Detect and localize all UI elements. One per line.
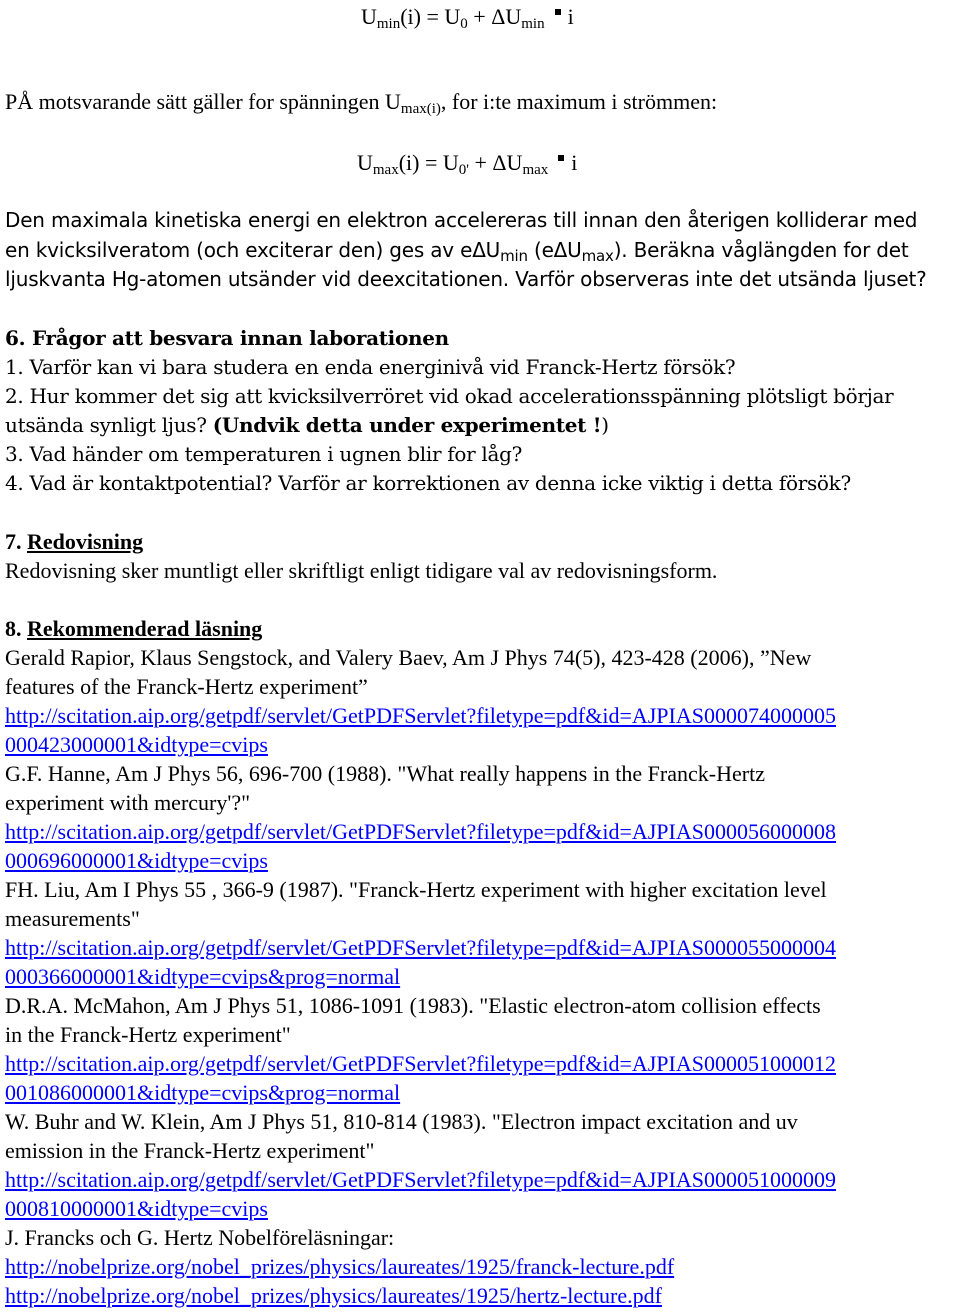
reference-3-line-2: measurements" bbox=[5, 906, 140, 931]
reference-1-line-1: Gerald Rapior, Klaus Sengstock, and Valery Baev, Am J Phys 74(5), 423-428 (2006), ”New bbox=[5, 645, 812, 670]
reference-5-link[interactable]: http://scitation.aip.org/getpdf/servlet/GetPDFServlet?filetype=pdf&id=AJPIAS000051000009 bbox=[5, 1167, 836, 1192]
question-4: 4. Vad är kontaktpotential? Varför ar korrektionen av denna icke viktig i detta försök? bbox=[5, 471, 851, 495]
question-1: 1. Varför kan vi bara studera en enda energinivå vid Franck-Hertz försök? bbox=[5, 355, 736, 379]
hertz-lecture-link[interactable]: http://nobelprize.org/nobel_prizes/physics/laureates/1925/hertz-lecture.pdf bbox=[5, 1283, 662, 1308]
equation-umax: $U_{max}(i) = U_{0'} + \Delta U_{max}$ i bbox=[357, 150, 578, 178]
reference-1-line-2: features of the Franck-Hertz experiment” bbox=[5, 674, 368, 699]
multiply-dot-icon bbox=[558, 155, 564, 161]
reference-4-line-1: D.R.A. McMahon, Am J Phys 51, 1086-1091 (1983). "Elastic electron-atom collision effects bbox=[5, 993, 821, 1018]
paragraph-line-1: Den maximala kinetiska energi en elektron accelereras till innan den återigen kolliderar med bbox=[5, 208, 918, 232]
reference-2-link-cont[interactable]: 000696000001&idtype=cvips bbox=[5, 848, 268, 873]
reference-5-line-1: W. Buhr and W. Klein, Am J Phys 51, 810-814 (1983). "Electron impact excitation and uv bbox=[5, 1109, 798, 1134]
reference-5-line-2: emission in the Franck-Hertz experiment" bbox=[5, 1138, 375, 1163]
question-2-line-1: 2. Hur kommer det sig att kvicksilverröret vid okad accelerationsspänning plötsligt börjar bbox=[5, 384, 894, 408]
reference-3-link-cont[interactable]: 000366000001&idtype=cvips&prog=normal bbox=[5, 964, 401, 989]
intro-text: PÅ motsvarande sätt gäller for spänningen $U_{max(i)}$, for i:te maximum i strömmen: bbox=[5, 89, 718, 117]
reference-3-line-1: FH. Liu, Am I Phys 55 , 366-9 (1987). "Franck-Hertz experiment with higher excitation level bbox=[5, 877, 827, 902]
section-7-heading: 7. Redovisning bbox=[5, 529, 144, 554]
question-3: 3. Vad händer om temperaturen i ugnen blir for låg? bbox=[5, 442, 523, 466]
reference-3-link[interactable]: http://scitation.aip.org/getpdf/servlet/GetPDFServlet?filetype=pdf&id=AJPIAS000055000004 bbox=[5, 935, 836, 960]
equation-umin: $U_{min}(i) = U_0 + \Delta U_{min}$ i bbox=[361, 4, 574, 32]
paragraph-line-3: ljuskvanta Hg-atomen utsänder vid deexcitationen. Varför observeras inte det utsända ljuset? bbox=[5, 267, 927, 291]
reference-4-line-2: in the Franck-Hertz experiment" bbox=[5, 1022, 291, 1047]
franck-lecture-link[interactable]: http://nobelprize.org/nobel_prizes/physics/laureates/1925/franck-lecture.pdf bbox=[5, 1254, 675, 1279]
nobel-lectures-title: J. Francks och G. Hertz Nobelföreläsningar: bbox=[5, 1225, 395, 1250]
question-2-line-2: utsända synligt ljus? (Undvik detta under experimentet !) bbox=[5, 413, 609, 437]
reference-2-line-1: G.F. Hanne, Am J Phys 56, 696-700 (1988). "What really happens in the Franck-Hertz bbox=[5, 761, 765, 786]
multiply-dot-icon bbox=[555, 9, 561, 15]
section-6-heading: 6. Frågor att besvara innan laborationen bbox=[5, 326, 449, 350]
reference-4-link[interactable]: http://scitation.aip.org/getpdf/servlet/GetPDFServlet?filetype=pdf&id=AJPIAS000051000012 bbox=[5, 1051, 836, 1076]
reference-1-link[interactable]: http://scitation.aip.org/getpdf/servlet/GetPDFServlet?filetype=pdf&id=AJPIAS000074000005 bbox=[5, 703, 836, 728]
section-8-heading: 8. Rekommenderad läsning bbox=[5, 616, 263, 641]
reference-2-line-2: experiment with mercury'?" bbox=[5, 790, 251, 815]
reference-4-link-cont[interactable]: 001086000001&idtype=cvips&prog=normal bbox=[5, 1080, 401, 1105]
reference-1-link-cont[interactable]: 000423000001&idtype=cvips bbox=[5, 732, 268, 757]
reference-2-link[interactable]: http://scitation.aip.org/getpdf/servlet/GetPDFServlet?filetype=pdf&id=AJPIAS000056000008 bbox=[5, 819, 836, 844]
reference-5-link-cont[interactable]: 000810000001&idtype=cvips bbox=[5, 1196, 268, 1221]
section-7-text: Redovisning sker muntligt eller skriftligt enligt tidigare val av redovisningsform. bbox=[5, 558, 718, 583]
paragraph-line-2: en kvicksilveratom (och exciterar den) ges av eΔU$_{min}$ (eΔU$_{max}$). Beräkna våglängden for det bbox=[5, 238, 909, 265]
